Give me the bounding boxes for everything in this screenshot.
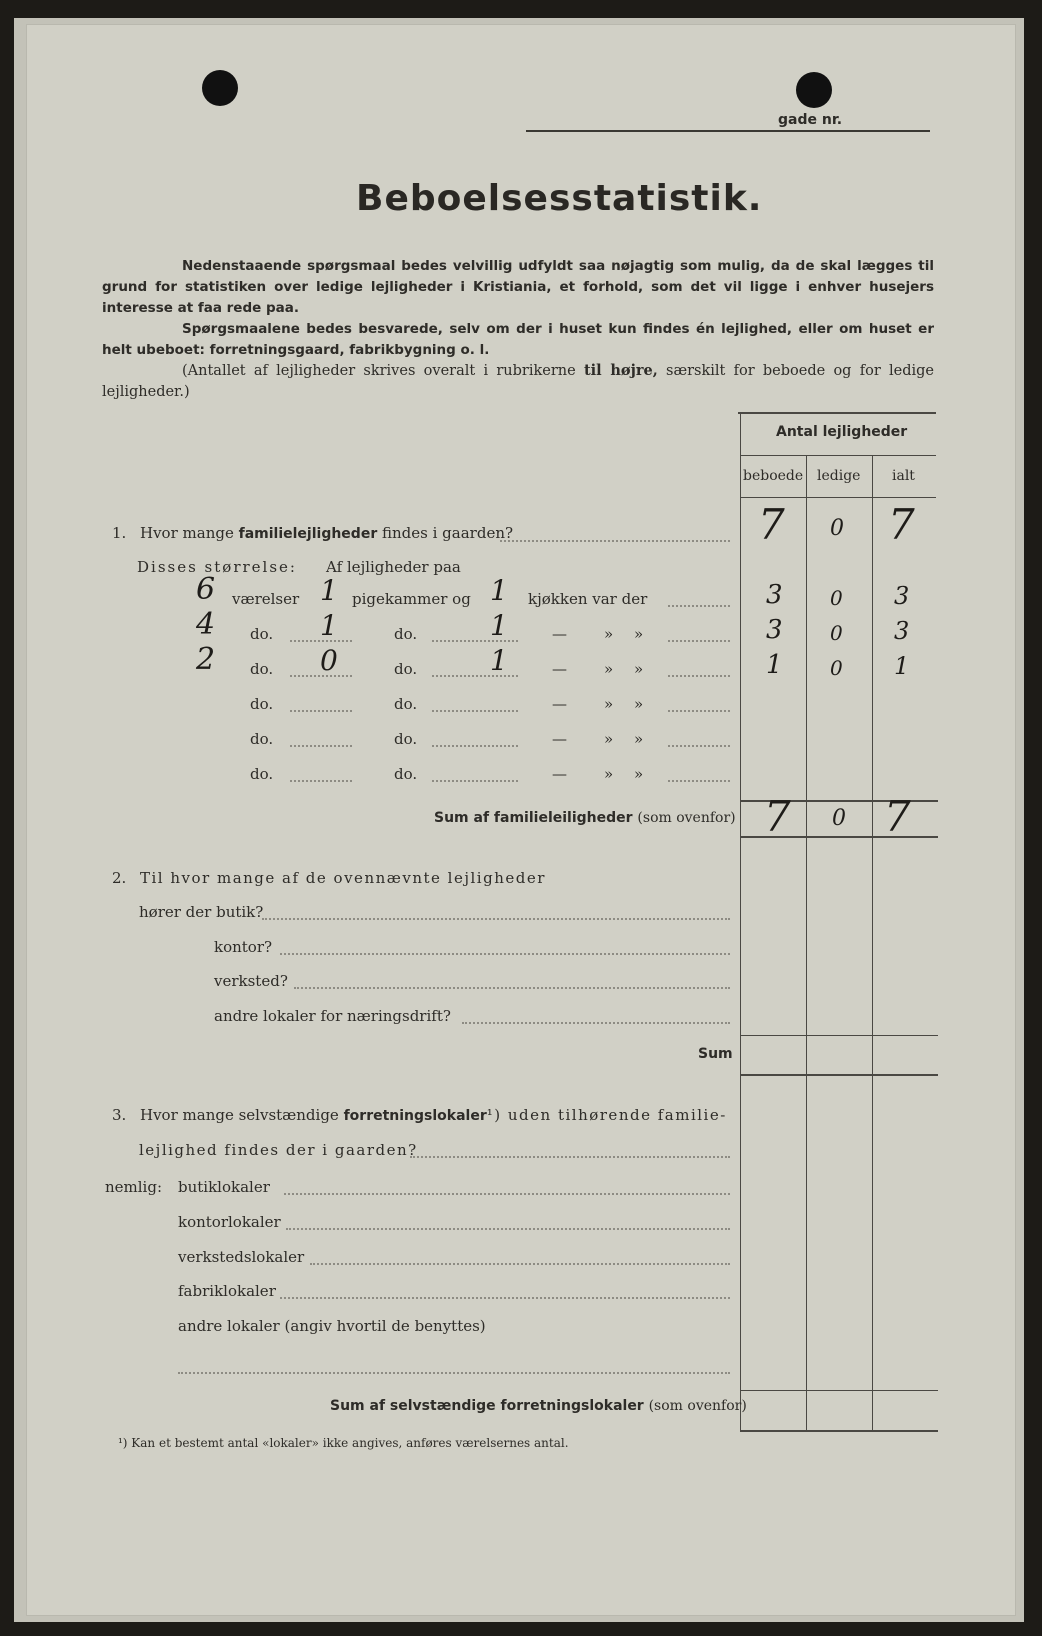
size-label-2: Af lejligheder paa bbox=[326, 558, 461, 576]
row-quote-1: » bbox=[604, 730, 614, 748]
q2-dots-2 bbox=[280, 953, 730, 955]
row-dots-a bbox=[290, 780, 352, 782]
q3-item-3: verkstedslokaler bbox=[178, 1248, 305, 1266]
q2-sum-label: Sum bbox=[698, 1046, 733, 1062]
row-label-do-1: do. bbox=[250, 765, 274, 783]
col-header-ialt: ialt bbox=[892, 468, 915, 484]
row-vaerelser-count: 6 bbox=[196, 572, 216, 607]
sum2-top-rule bbox=[740, 1035, 938, 1036]
header-bottom-rule bbox=[740, 497, 936, 498]
row-vaerelser-count: 4 bbox=[196, 607, 216, 642]
punch-hole-left bbox=[202, 70, 238, 106]
q2-item-4: andre lokaler for næringsdrift? bbox=[214, 1007, 451, 1025]
row-kjokken-count: 1 bbox=[490, 574, 508, 607]
q3-item-1: butiklokaler bbox=[178, 1178, 270, 1196]
row-label-vaerelser: værelser bbox=[232, 590, 300, 608]
q3-item-5: andre lokaler (angiv hvortil de benyttes) bbox=[178, 1317, 486, 1335]
q1-sum-beboede: 7 bbox=[764, 792, 791, 841]
row-beboede: 3 bbox=[766, 615, 783, 645]
q2-item-2: kontor? bbox=[214, 938, 273, 956]
row-beboede: 3 bbox=[766, 580, 783, 610]
gade-nr-line bbox=[526, 130, 930, 132]
row-kjokken-count: 1 bbox=[490, 644, 508, 677]
col-header-beboede: beboede bbox=[743, 468, 804, 484]
sum2-rule bbox=[740, 1074, 938, 1076]
row-ledige: 0 bbox=[830, 621, 843, 645]
row-dots-b bbox=[432, 710, 518, 712]
table-top-rule bbox=[738, 412, 936, 414]
row-dots-b bbox=[432, 745, 518, 747]
q2-number: 2. bbox=[112, 869, 127, 887]
row-label-do-1: do. bbox=[250, 730, 274, 748]
row-dash: — bbox=[552, 730, 567, 748]
col-header-ledige: ledige bbox=[817, 468, 861, 484]
row-label-do-1: do. bbox=[250, 660, 274, 678]
q3-sum-label: Sum af selvstændige forretningslokaler (som ovenfor) bbox=[330, 1398, 747, 1414]
q2-dots-4 bbox=[462, 1022, 730, 1024]
row-dots-b bbox=[432, 780, 518, 782]
row-label-do-2: do. bbox=[394, 660, 418, 678]
q1-text: Hvor mange familielejligheder findes i gaarden? bbox=[140, 524, 514, 542]
punch-hole-right bbox=[796, 72, 832, 108]
footnote: ¹) Kan et bestemt antal «lokaler» ikke angives, anføres værelsernes antal. bbox=[118, 1436, 569, 1450]
q2-dots-3 bbox=[294, 987, 730, 989]
q1-answer-ledige: 0 bbox=[830, 516, 844, 541]
row-label-do-2: do. bbox=[394, 730, 418, 748]
row-dots-c bbox=[668, 780, 730, 782]
row-label-do-2: do. bbox=[394, 695, 418, 713]
page-title: Beboelsesstatistik. bbox=[356, 178, 763, 219]
row-dots-c bbox=[668, 745, 730, 747]
row-vaerelser-count: 2 bbox=[196, 642, 216, 677]
col-line-2 bbox=[806, 456, 807, 1430]
q3-number: 3. bbox=[112, 1106, 127, 1124]
row-quote-2: » bbox=[634, 660, 644, 678]
row-ialt: 3 bbox=[894, 582, 910, 610]
col-line-3 bbox=[872, 456, 873, 1430]
row-label-do-2: do. bbox=[394, 625, 418, 643]
q3-text-line1: Hvor mange selvstændige forretningslokaler¹) uden tilhørende familie- bbox=[140, 1106, 727, 1124]
q3-dots-0 bbox=[410, 1156, 730, 1158]
q3-item-4: fabriklokaler bbox=[178, 1282, 276, 1300]
q1-sum-label: Sum af familieleiligheder (som ovenfor) bbox=[434, 810, 736, 826]
row-label-kjokken: kjøkken var der bbox=[528, 590, 648, 608]
q2-dots-1 bbox=[262, 918, 730, 920]
q2-item-1: hører der butik? bbox=[139, 903, 264, 921]
row-quote-1: » bbox=[604, 660, 614, 678]
row-label-do-1: do. bbox=[250, 695, 274, 713]
q1-dots bbox=[500, 540, 730, 542]
q3-item-2: kontorlokaler bbox=[178, 1213, 281, 1231]
q3-dots-1 bbox=[284, 1193, 730, 1195]
q3-text-line2: lejlighed findes der i gaarden? bbox=[139, 1141, 418, 1159]
row-dots-c bbox=[668, 605, 730, 607]
row-beboede: 1 bbox=[766, 650, 783, 680]
row-ialt: 3 bbox=[894, 617, 910, 645]
row-quote-2: » bbox=[634, 695, 644, 713]
size-label: Disses størrelse: bbox=[137, 558, 297, 576]
row-quote-2: » bbox=[634, 730, 644, 748]
row-ledige: 0 bbox=[830, 656, 843, 680]
intro-paragraph-2: Spørgsmaalene bedes besvarede, selv om der i huset kun findes én lejlighed, eller om huset er helt ubeboet: forretningsgaard, fabrikbygning o. l. bbox=[102, 321, 934, 358]
col-line-left bbox=[740, 412, 741, 1430]
intro-paragraph-1: Nedenstaaende spørgsmaal bedes velvillig udfyldt saa nøjagtig som mulig, da de skal lægges til grund for statistiken over ledige lejligheder i Kristiania, et forhold, som det vil ligge i enhver husejers interesse at faa rede paa. bbox=[102, 258, 934, 316]
row-pigekammer-count: 1 bbox=[320, 609, 338, 642]
row-dash: — bbox=[552, 695, 567, 713]
q3-nemlig: nemlig: bbox=[105, 1178, 163, 1196]
q3-dots-2 bbox=[286, 1228, 730, 1230]
row-dash: — bbox=[552, 765, 567, 783]
q1-number: 1. bbox=[112, 524, 127, 542]
row-pigekammer-count: 1 bbox=[320, 574, 338, 607]
row-label-do-1: do. bbox=[250, 625, 274, 643]
table-header-group: Antal lejligheder bbox=[776, 424, 908, 440]
row-dots-c bbox=[668, 710, 730, 712]
row-ialt: 1 bbox=[894, 652, 910, 680]
q1-sum-ialt: 7 bbox=[884, 792, 911, 841]
q1-answer-ialt: 7 bbox=[888, 500, 915, 549]
row-label-pigekammer: pigekammer og bbox=[352, 590, 471, 608]
q3-dots-5 bbox=[178, 1372, 730, 1374]
row-pigekammer-count: 0 bbox=[320, 644, 338, 677]
q2-text: Til hvor mange af de ovennævnte lejligheder bbox=[140, 869, 546, 887]
row-label-do-2: do. bbox=[394, 765, 418, 783]
q1-answer-beboede: 7 bbox=[758, 500, 785, 549]
row-dots-c bbox=[668, 640, 730, 642]
row-quote-1: » bbox=[604, 695, 614, 713]
row-quote-1: » bbox=[604, 625, 614, 643]
q2-item-3: verksted? bbox=[214, 972, 288, 990]
row-ledige: 0 bbox=[830, 586, 843, 610]
row-dots-c bbox=[668, 675, 730, 677]
row-quote-2: » bbox=[634, 765, 644, 783]
row-quote-1: » bbox=[604, 765, 614, 783]
row-dash: — bbox=[552, 660, 567, 678]
row-quote-2: » bbox=[634, 625, 644, 643]
header-divider bbox=[740, 455, 936, 456]
gade-nr-label: gade nr. bbox=[778, 112, 843, 128]
row-dots-a bbox=[290, 710, 352, 712]
sum3-top-rule bbox=[740, 1390, 938, 1391]
row-kjokken-count: 1 bbox=[490, 609, 508, 642]
sum3-rule bbox=[740, 1430, 938, 1432]
q3-dots-3 bbox=[310, 1263, 730, 1265]
intro-paragraph-3: (Antallet af lejligheder skrives overalt i rubrikerne til højre, særskilt for beboede og for ledige lejligheder.) bbox=[102, 362, 935, 400]
row-dash: — bbox=[552, 625, 567, 643]
q1-sum-ledige: 0 bbox=[832, 806, 846, 831]
row-dots-a bbox=[290, 745, 352, 747]
q3-dots-4 bbox=[280, 1297, 730, 1299]
